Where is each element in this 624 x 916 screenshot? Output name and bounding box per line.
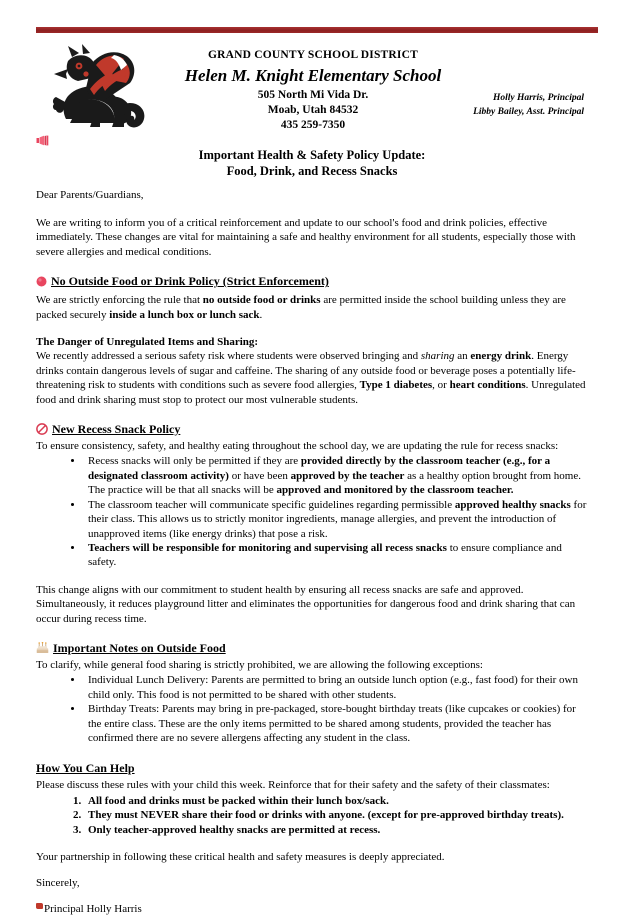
how-you-can-help-lead: Please discuss these rules with your child this week. Reinforce that for their safety and the safety of their classmates:: [36, 779, 550, 792]
list-item: [84, 794, 588, 808]
section-heading-no-outside-food: [36, 273, 588, 289]
document-title-line1: Important Health & Safety Policy Update:: [198, 148, 426, 162]
outside-food-notes-lead: To clarify, while general food sharing is strictly prohibited, we are allowing the following exceptions:: [36, 658, 483, 671]
how-you-can-help-list: [36, 794, 588, 837]
text-run: for their class. This allows us to strictly monitor ingredients, manage allergies, and prevent the introduction of unapproved items (like energy drinks) that pose a risk.: [88, 498, 587, 540]
red-circle-icon: [36, 276, 47, 287]
text-run: Recess snacks will only be permitted if they are: [88, 455, 301, 468]
section-heading-outside-food-notes: [36, 640, 588, 656]
principal-name: Holly Harris, Principal: [492, 93, 584, 103]
address-line-2: Moab, Utah 84532: [267, 104, 359, 116]
school-identity: [148, 47, 478, 133]
recess-snack-lead: To ensure consistency, safety, and healthy eating throughout the school day, we are updating the rule for recess snacks:: [36, 440, 559, 453]
text-run-bold: approved healthy snacks: [454, 498, 571, 511]
district-name: GRAND COUNTY SCHOOL DISTRICT: [208, 49, 418, 61]
outside-food-exceptions-list: [36, 673, 588, 745]
document-title-line2: Food, Drink, and Recess Snacks: [226, 164, 398, 178]
text-run: .: [259, 308, 263, 321]
section-heading-how-you-can-help: [36, 760, 588, 776]
text-run: We are strictly enforcing the rule that: [36, 294, 203, 307]
section-heading-label: How You Can Help: [36, 761, 135, 776]
principal-block: [473, 91, 584, 119]
text-run: as a healthy option brought from home. The practice will be that all snacks will be: [88, 469, 581, 497]
text-run-italic: sharing: [420, 350, 455, 363]
school-name: Helen M. Knight Elementary School: [184, 66, 442, 85]
document-title: [36, 135, 588, 179]
text-run: an: [454, 350, 471, 363]
text-run-bold: Only teacher-approved healthy snacks are permitted at recess.: [88, 823, 381, 836]
no-outside-food-paragraph: [36, 293, 588, 322]
prohibited-icon: [36, 423, 48, 435]
list-item: [84, 541, 588, 570]
address-line-1: 505 North Mi Vida Dr.: [257, 89, 369, 101]
text-run: The classroom teacher will communicate specific guidelines regarding permissible: [88, 498, 455, 511]
section-heading-label: No Outside Food or Drink Policy (Strict Enforcement): [51, 274, 329, 289]
danger-paragraph: [36, 349, 588, 407]
intro-paragraph: We are writing to inform you of a critical reinforcement and update to our school's food and drink policies, effective immediately. These changes are vital for maintaining a safe and healthy environment for all students, especially those with severe allergies and medical conditions.: [36, 217, 576, 258]
text-run: to ensure compliance and safety.: [88, 541, 562, 569]
text-run: , or: [432, 379, 450, 392]
recess-snack-bullet-list: [36, 454, 588, 569]
griffin-mascot-logo: [36, 41, 148, 137]
text-run-bold: inside a lunch box or lunch sack: [109, 308, 260, 321]
list-item: • Birthday Treats: Parents may bring in pre-packaged, store-bought birthday treats (like cupcakes or cookies) for the entire class. These are the only items permitted to be shared among students, provided the teacher has confirmed there are no severe allergens affecting any student in the class.: [84, 702, 588, 745]
document-page: [0, 27, 624, 915]
text-run: are permitted inside the school building unless they are packed securely: [36, 294, 566, 321]
section-heading-label: Important Notes on Outside Food: [53, 640, 226, 655]
letterhead: [36, 33, 588, 133]
text-run-bold: Teachers will be responsible for monitoring and supervising all recess snacks: [88, 541, 447, 554]
recess-snack-closing-paragraph: This change aligns with our commitment to student health by ensuring all recess snacks are safe and approved. Simultaneously, it reduces playground litter and eliminates the opportunities for dangerous food and drink sharing that can occur during recess time.: [36, 583, 576, 625]
list-item: [84, 808, 588, 822]
text-run: . Energy drinks contain dangerous levels of sugar and caffeine. The sharing of any outside food or beverage poses a potentially life-threatening risk to students with conditions such as severe food allergies,: [36, 350, 576, 392]
text-run-bold: no outside food or drinks: [202, 294, 321, 307]
list-item: [84, 454, 588, 497]
closing-paragraph: Your partnership in following these critical health and safety measures is deeply appreciated.: [36, 851, 445, 863]
text-run-bold: provided directly by the classroom teacher (e.g., for a designated classroom activity): [88, 455, 551, 482]
asst-principal-name: Libby Bailey, Asst. Principal: [473, 107, 584, 117]
text-run-bold: heart conditions: [449, 379, 526, 392]
text-run-bold: All food and drinks must be packed within their lunch box/sack.: [88, 794, 389, 807]
signature-name: Principal Holly Harris: [44, 902, 142, 915]
text-run: or have been: [228, 469, 291, 482]
list-item: [84, 823, 588, 837]
birthday-cake-icon: [36, 642, 49, 654]
text-run: . Unregulated food and drink sharing must stop to protect our most vulnerable students.: [36, 379, 586, 406]
section-heading-label: New Recess Snack Policy: [52, 422, 181, 437]
text-run: We recently addressed a serious safety risk where students were observed bringing and: [36, 350, 421, 363]
list-item: [84, 498, 588, 541]
text-run-bold: Type 1 diabetes: [359, 379, 433, 392]
signature-mark-icon: [36, 903, 43, 909]
list-item: • Individual Lunch Delivery: Parents are permitted to bring an outside lunch option (e.g., fast food) for their own child only. This food is not permitted to be shared with other students.: [84, 673, 588, 702]
text-run-bold: approved by the teacher: [290, 469, 405, 482]
text-run-bold: They must NEVER share their food or drinks with anyone. (except for pre-approved birthday treats).: [88, 809, 564, 822]
subheading-danger-unregulated: The Danger of Unregulated Items and Sharing:: [36, 336, 259, 349]
text-run-bold: approved and monitored by the classroom teacher.: [276, 484, 514, 497]
salutation: Dear Parents/Guardians,: [36, 189, 144, 201]
sincerely-line: Sincerely,: [36, 877, 80, 890]
phone-number: 435 259-7350: [280, 119, 346, 131]
signature-line: [36, 902, 588, 916]
section-heading-recess-snack-policy: [36, 421, 588, 437]
text-run-bold: energy drink: [470, 350, 532, 363]
